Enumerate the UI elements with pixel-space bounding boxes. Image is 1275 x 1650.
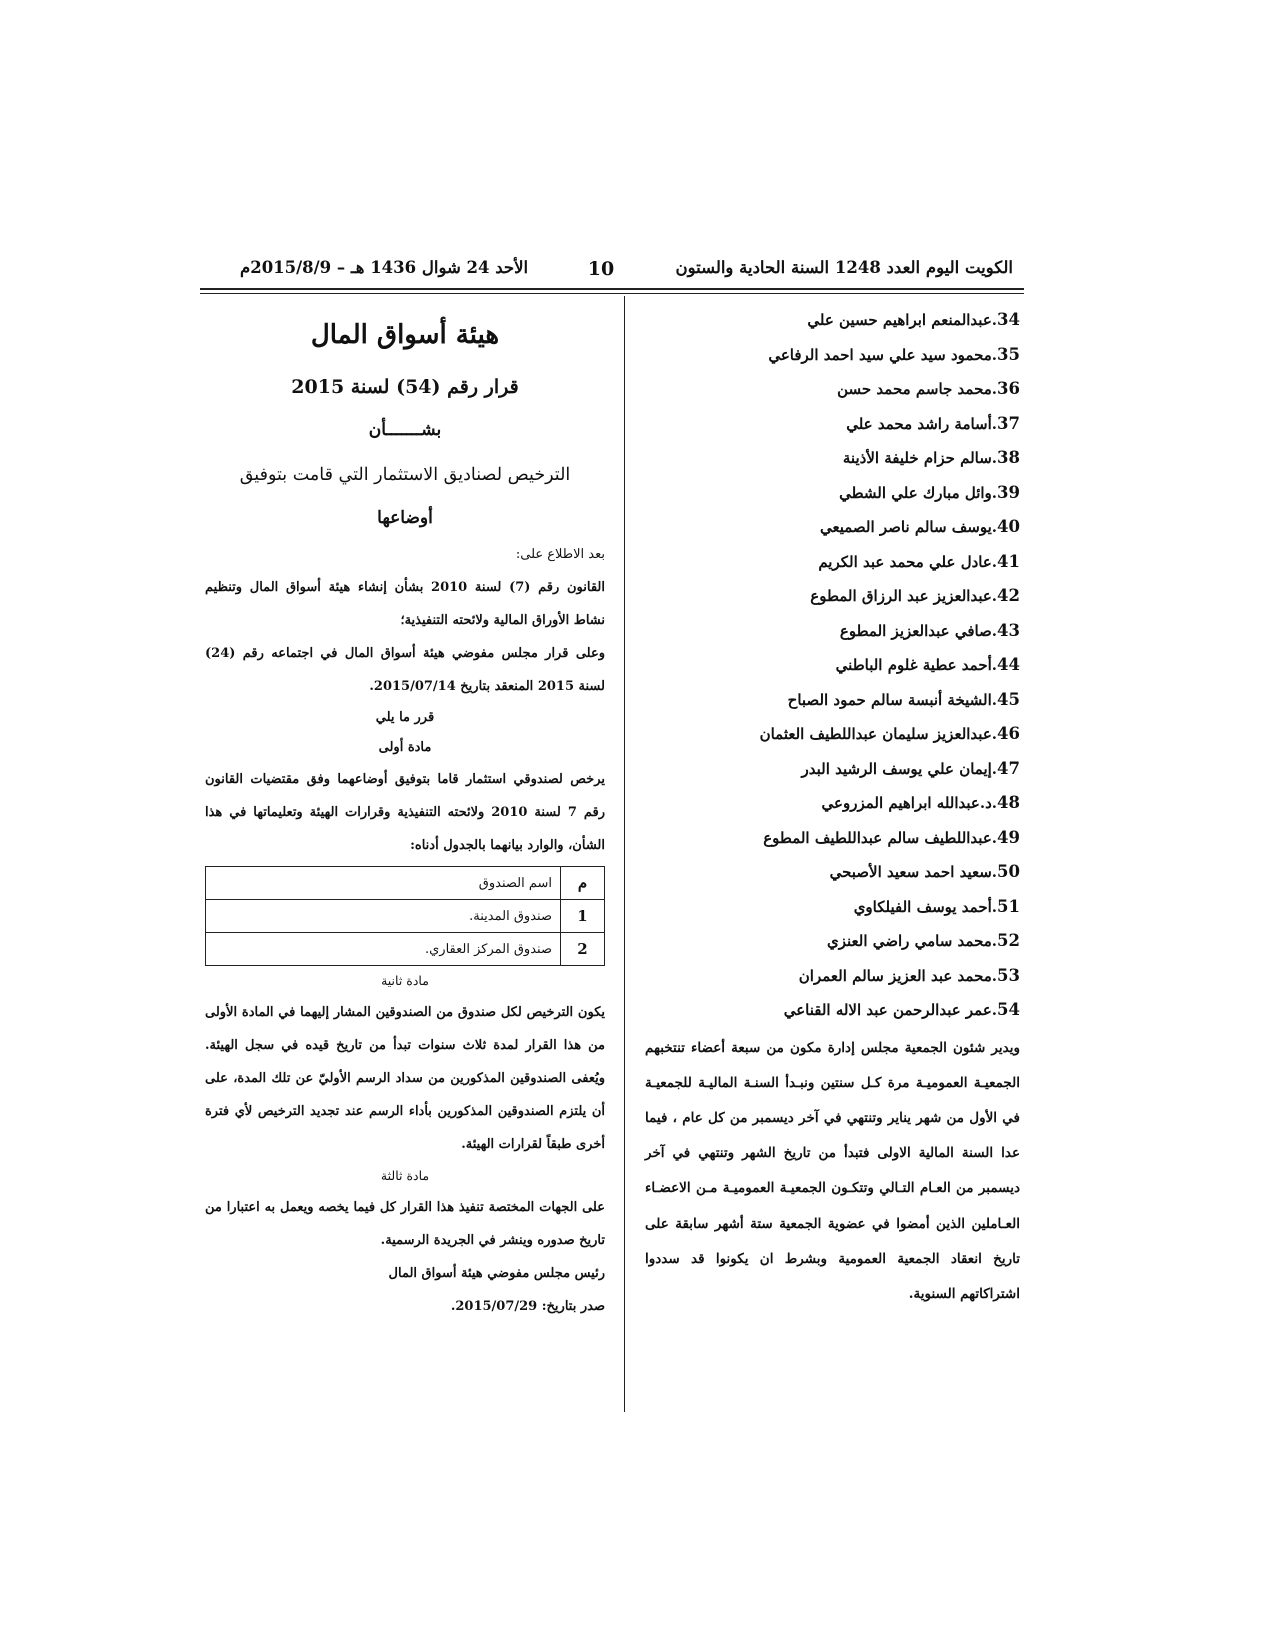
header-date: الأحد 24 شوال 1436 هـ – 2015/8/9م xyxy=(240,258,529,277)
list-item-name: أحمد يوسف الفيلكاوي xyxy=(853,897,992,916)
list-item-name: الشيخة أنبسة سالم حمود الصباح xyxy=(787,690,992,709)
list-item-number: 49 xyxy=(997,827,1020,847)
intro-line: بعد الاطلاع على: xyxy=(515,547,605,562)
list-item xyxy=(645,717,1020,752)
list-item xyxy=(645,752,1020,787)
row-number: 2 xyxy=(561,933,605,966)
list-item-number: 40 xyxy=(997,517,1020,536)
article-1-text: يرخص لصندوقي استثمار قاما بتوفيق أوضاعهما وفق مقتضيات القانون رقم 7 لسنة 2010 ولائحته التنفيذية وقرارات الهيئة وتعليماتها في هذا الشأن، والوارد بيانهما بالجدول أدناه: xyxy=(205,772,605,853)
list-item-number: 51 xyxy=(997,896,1020,916)
list-item-separator: . xyxy=(991,483,998,502)
list-item xyxy=(645,579,1020,614)
list-item-number: 38 xyxy=(997,448,1020,467)
list-item-separator: . xyxy=(991,587,998,605)
header-rule-thick xyxy=(200,288,1024,290)
list-item-number: 34 xyxy=(997,310,1020,329)
list-item-separator: . xyxy=(991,1001,998,1019)
article-3-text: على الجهات المختصة تنفيذ هذا القرار كل فيما يخصه ويعمل به اعتبارا من تاريخ صدوره وينشر في الجريدة الرسمية. xyxy=(205,1200,605,1248)
board-paragraph: وعلى قرار مجلس مفوضي هيئة أسواق المال في اجتماعه رقم (24) لسنة 2015 المنعقد بتاريخ 2015/07/14. xyxy=(205,646,605,694)
list-item-number: 43 xyxy=(997,620,1020,640)
list-item-name: يوسف سالم ناصر الصميعي xyxy=(819,518,992,536)
list-item-separator: . xyxy=(991,656,998,674)
list-item xyxy=(645,303,1020,338)
list-item-name: سالم حزام خليفة الأذينة xyxy=(842,449,992,467)
subject-line-2: أوضاعها xyxy=(377,508,433,528)
table-header-row xyxy=(206,867,605,900)
article-2-text: يكون الترخيص لكل صندوق من الصندوقين المشار إليهما في المادة الأولى من هذا القرار لمدة ثلاث سنوات تبدأ من تاريخ قيده في سجل الهيئة. ويُعفى الصندوقين المذكورين من سداد الرسم الأوليّ عن تلك المدة، على أن يلتزم الصندوقين المذكورين بأداء الرسم عند تجديد الترخيص لأي فترة أخرى طبقاً لقرارات الهيئة. xyxy=(205,1005,605,1152)
list-item-separator: . xyxy=(991,518,998,536)
list-item-number: 44 xyxy=(997,655,1020,674)
list-item xyxy=(645,441,1020,476)
list-item-name: عمر عبدالرحمن عبد الاله القناعي xyxy=(783,1001,992,1019)
list-item-name: صافي عبدالعزيز المطوع xyxy=(839,621,992,640)
list-item-number: 35 xyxy=(997,344,1020,364)
list-item-name: أحمد عطية غلوم الباطني xyxy=(835,656,992,674)
authority-title: هيئة أسواق المال xyxy=(310,320,500,350)
list-item-number: 50 xyxy=(997,862,1020,881)
list-item-separator: . xyxy=(991,690,998,709)
list-item xyxy=(645,372,1020,407)
table-row xyxy=(206,933,605,966)
list-item-name: محمد عبد العزيز سالم العمران xyxy=(798,966,992,985)
fund-name: صندوق المركز العقاري. xyxy=(206,933,561,966)
page-number: 10 xyxy=(587,258,615,280)
law-paragraph: القانون رقم (7) لسنة 2010 بشأن إنشاء هيئة أسواق المال وتنظيم نشاط الأوراق المالية ولائحته التنفيذية؛ xyxy=(205,580,606,628)
list-item-name: محمد سامي راضي العنزي xyxy=(827,932,992,950)
issue-date: صدر بتاريخ: 2015/07/29. xyxy=(450,1299,605,1314)
list-item xyxy=(645,924,1020,959)
list-item xyxy=(645,683,1020,718)
header-issue-info: الكويت اليوم العدد 1248 السنة الحادية والستون xyxy=(675,258,1013,277)
list-item-separator: . xyxy=(991,794,998,812)
list-item-name: محمود سيد علي سيد احمد الرفاعي xyxy=(768,345,992,364)
list-item xyxy=(645,855,1020,890)
list-item-separator: . xyxy=(991,828,998,847)
list-item xyxy=(645,890,1020,925)
list-item-number: 39 xyxy=(997,482,1020,502)
list-item-number: 52 xyxy=(997,931,1020,950)
table-row xyxy=(206,900,605,933)
list-item-separator: . xyxy=(991,414,998,433)
list-item-separator: . xyxy=(991,759,998,778)
list-item-name: عادل علي محمد عبد الكريم xyxy=(818,552,992,571)
regarding-heading: بشـــــــأن xyxy=(368,420,442,440)
member-list xyxy=(645,303,1020,1028)
list-item-name: إيمان علي يوسف الرشيد البدر xyxy=(801,759,992,778)
article-1-title: مادة أولى xyxy=(378,740,432,755)
list-item-separator: . xyxy=(991,863,998,881)
list-item-number: 42 xyxy=(997,586,1020,605)
list-item xyxy=(645,338,1020,373)
list-item-number: 53 xyxy=(997,965,1020,985)
list-item-number: 41 xyxy=(997,551,1020,571)
col-header-number: م xyxy=(561,867,605,900)
list-item xyxy=(645,476,1020,511)
decision-title: قرار رقم (54) لسنة 2015 xyxy=(291,376,519,398)
closing-paragraph: ويدير شئون الجمعية مجلس إدارة مكون من سبعة أعضاء تنتخبهم الجمعيـة العموميـة مرة كـل سنتين ونبـدأ السنـة الماليـة للجمعيـة في الأول من شهر يناير وتنتهي في آخر ديسمبر من كل عام ، فيما عدا السنة المالية الاولى فتبدأ من تاريخ الشهر وتنتهي في آخر ديسمبر من العـام التـالي وتتكـون الجمعيـة العموميـة مـن الاعضـاء العـاملين الذين أمضوا في عضوية الجمعية ستة أشهر سابقة على تاريخ انعقاد الجمعية العمومية وبشرط ان يكونوا قد سددوا اشتراكاتهم السنوية. xyxy=(645,1039,1020,1302)
list-item-separator: . xyxy=(991,380,998,398)
decided-heading: قرر ما يلي xyxy=(375,710,435,725)
row-number: 1 xyxy=(561,900,605,933)
list-item-name: د.عبدالله ابراهيم المزروعي xyxy=(821,794,992,812)
list-item-number: 54 xyxy=(997,1000,1020,1019)
list-item-name: عبدالعزيز سليمان عبداللطيف العثمان xyxy=(759,725,992,743)
subject-line-1: الترخيص لصناديق الاستثمار التي قامت بتوفيق xyxy=(239,465,571,485)
list-item xyxy=(645,407,1020,442)
list-item-name: أسامة راشد محمد علي xyxy=(846,414,992,433)
article-2-title: مادة ثانية xyxy=(381,973,429,988)
list-item-number: 37 xyxy=(997,413,1020,433)
fund-name: صندوق المدينة. xyxy=(206,900,561,933)
list-item-separator: . xyxy=(991,897,998,916)
list-item-name: سعيد احمد سعيد الأصبحي xyxy=(829,863,992,881)
header-rule-thin xyxy=(200,293,1024,294)
list-item xyxy=(645,993,1020,1028)
list-item-separator: . xyxy=(991,966,998,985)
list-item-number: 45 xyxy=(997,689,1020,709)
list-item-name: عبداللطيف سالم عبداللطيف المطوع xyxy=(763,828,992,847)
list-item xyxy=(645,786,1020,821)
list-item xyxy=(645,545,1020,580)
list-item-separator: . xyxy=(991,552,998,571)
col-header-fund-name: اسم الصندوق xyxy=(206,867,561,900)
list-item-separator: . xyxy=(991,932,998,950)
list-item-number: 36 xyxy=(997,379,1020,398)
list-item-separator: . xyxy=(991,311,998,329)
list-item-number: 46 xyxy=(997,724,1020,743)
right-column xyxy=(645,303,1020,1312)
list-item xyxy=(645,648,1020,683)
list-item-name: وائل مبارك علي الشطي xyxy=(839,483,992,502)
article-3-title: مادة ثالثة xyxy=(380,1168,430,1183)
left-column xyxy=(205,310,605,1323)
list-item-separator: . xyxy=(991,621,998,640)
list-item-name: محمد جاسم محمد حسن xyxy=(837,380,992,398)
list-item-name: عبدالمنعم ابراهيم حسين علي xyxy=(807,311,992,329)
column-divider xyxy=(624,296,625,1412)
list-item-separator: . xyxy=(991,345,998,364)
list-item-separator: . xyxy=(991,449,998,467)
list-item xyxy=(645,821,1020,856)
list-item xyxy=(645,510,1020,545)
list-item-name: عبدالعزيز عبد الرزاق المطوع xyxy=(810,587,992,605)
list-item-separator: . xyxy=(991,725,998,743)
funds-table xyxy=(205,866,605,966)
signature-line: رئيس مجلس مفوضي هيئة أسواق المال xyxy=(388,1266,605,1281)
list-item xyxy=(645,959,1020,994)
list-item xyxy=(645,614,1020,649)
list-item-number: 48 xyxy=(997,793,1020,812)
list-item-number: 47 xyxy=(997,758,1020,778)
